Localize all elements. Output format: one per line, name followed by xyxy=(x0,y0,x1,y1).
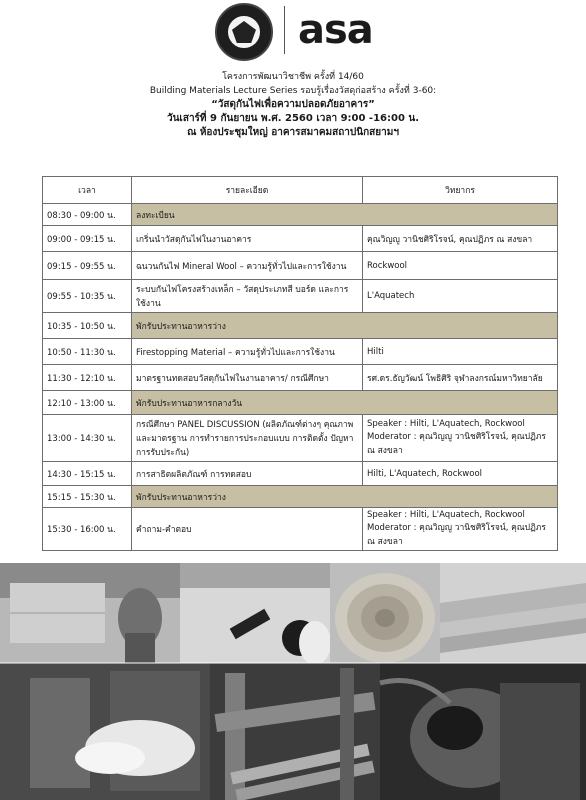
header-speaker: วิทยากร xyxy=(363,177,558,204)
header-detail: รายละเอียด xyxy=(132,177,363,204)
schedule-time: 13:00 - 14:30 น. xyxy=(43,415,132,462)
schedule-time: 12:10 - 13:00 น. xyxy=(43,391,132,415)
schedule-row xyxy=(43,365,558,391)
schedule-row xyxy=(43,462,558,486)
construction-worker-spraying-photo xyxy=(0,563,180,663)
university-seal-logo xyxy=(215,3,273,61)
schedule-row xyxy=(43,204,558,226)
schedule-row xyxy=(43,313,558,339)
title-line-2: Building Materials Lecture Series รอบรู้เรื่องวัสดุก่อสร้าง ครั้งที่ 3-60: xyxy=(149,86,437,96)
schedule-detail: กรณีศึกษา PANEL DISCUSSION (ผลิตภัณฑ์ต่างๆ คุณภาพ และมาตรฐาน การทำรายการประกอบแบบ การติดตั้ง ปัญหา การรับประกัน) xyxy=(132,415,363,462)
schedule-speaker: Speaker : Hilti, L'Aquatech, Rockwool Moderator : คุณวิญญู วานิชศิริโรจน์, คุณปฏิภร ณ สงขลา xyxy=(363,508,558,551)
title-line-3: “วัสดุกันไฟเพื่อความปลอดภัยอาคาร” xyxy=(211,99,375,110)
schedule-time: 09:00 - 09:15 น. xyxy=(43,226,132,252)
schedule-time: 15:15 - 15:30 น. xyxy=(43,486,132,508)
schedule-time: 14:30 - 15:15 น. xyxy=(43,462,132,486)
schedule-time: 11:30 - 12:10 น. xyxy=(43,365,132,391)
schedule-row xyxy=(43,226,558,252)
schedule-speaker: Hilti, L'Aquatech, Rockwool xyxy=(363,462,558,486)
schedule-speaker: Rockwool xyxy=(363,252,558,280)
schedule-detail: พักรับประทานอาหารว่าง xyxy=(132,486,558,508)
schedule-detail: การสาธิตผลิตภัณฑ์ การทดสอบ xyxy=(132,462,363,486)
schedule-detail: เกริ่นนำวัสดุกันไฟในงานอาคาร xyxy=(132,226,363,252)
schedule-row xyxy=(43,280,558,313)
mineral-wool-boards-photo xyxy=(440,563,586,663)
schedule-time: 09:15 - 09:55 น. xyxy=(43,252,132,280)
schedule-header-row xyxy=(43,177,558,204)
schedule-detail: มาตรฐานทดสอบวัสดุกันไฟในงานอาคาร/ กรณีศึกษา xyxy=(132,365,363,391)
schedule-speaker: รศ.ดร.ธัญวัฒน์ โพธิศิริ จุฬาลงกรณ์มหาวิทยาลัย xyxy=(363,365,558,391)
photo-collage-svg xyxy=(0,563,586,800)
worker-welding-mask-photo xyxy=(380,663,586,800)
header-time: เวลา xyxy=(43,177,132,204)
fire-sealant-application-photo xyxy=(180,563,331,665)
schedule-detail: คำถาม-คำตอบ xyxy=(132,508,363,551)
schedule-speaker: L'Aquatech xyxy=(363,280,558,313)
event-date: วันเสาร์ที่ 9 กันยายน พ.ศ. 2560 เวลา 9:00 -16:00 น. xyxy=(166,113,420,124)
schedule-time: 10:35 - 10:50 น. xyxy=(43,313,132,339)
schedule-time: 09:55 - 10:35 น. xyxy=(43,280,132,313)
schedule-detail: ลงทะเบียน xyxy=(132,204,558,226)
schedule-table xyxy=(42,176,558,551)
event-venue: ณ ห้องประชุมใหญ่ อาคารสมาคมสถาปนิกสยามฯ xyxy=(187,127,399,138)
header xyxy=(0,0,586,62)
spray-fireproofing-photo xyxy=(0,663,210,800)
schedule-row xyxy=(43,415,558,462)
schedule-time: 15:30 - 16:00 น. xyxy=(43,508,132,551)
schedule-time: 08:30 - 09:00 น. xyxy=(43,204,132,226)
schedule-detail: Firestopping Material – ความรู้ทั่วไปและการใช้งาน xyxy=(132,339,363,365)
title-line-1: โครงการพัฒนาวิชาชีพ ครั้งที่ 14/60 xyxy=(222,72,364,82)
schedule-row xyxy=(43,508,558,551)
schedule-detail: ระบบกันไฟโครงสร้างเหล็ก – วัสดุประเภทสี บอร์ด และการใช้งาน xyxy=(132,280,363,313)
schedule-body xyxy=(43,204,558,551)
steel-beam-pipes-photo xyxy=(210,663,380,800)
event-titles xyxy=(0,70,586,140)
schedule-row xyxy=(43,486,558,508)
photo-collage xyxy=(0,563,586,800)
schedule-row xyxy=(43,339,558,365)
asa-logo: asa xyxy=(298,7,373,53)
schedule-detail: พักรับประทานอาหารว่าง xyxy=(132,313,558,339)
schedule-speaker: Hilti xyxy=(363,339,558,365)
schedule-time: 10:50 - 11:30 น. xyxy=(43,339,132,365)
schedule-detail: พักรับประทานอาหารกลางวัน xyxy=(132,391,558,415)
schedule-detail: ฉนวนกันไฟ Mineral Wool – ความรู้ทั่วไปและการใช้งาน xyxy=(132,252,363,280)
schedule-speaker: คุณวิญญู วานิชศิริโรจน์, คุณปฏิภร ณ สงขลา xyxy=(363,226,558,252)
mineral-wool-roll-photo xyxy=(330,563,440,663)
schedule-speaker: Speaker : Hilti, L'Aquatech, Rockwool Moderator : คุณวิญญู วานิชศิริโรจน์, คุณปฏิภร ณ สงขลา xyxy=(363,415,558,462)
schedule-row xyxy=(43,391,558,415)
schedule-row xyxy=(43,252,558,280)
logo-divider xyxy=(284,6,285,54)
